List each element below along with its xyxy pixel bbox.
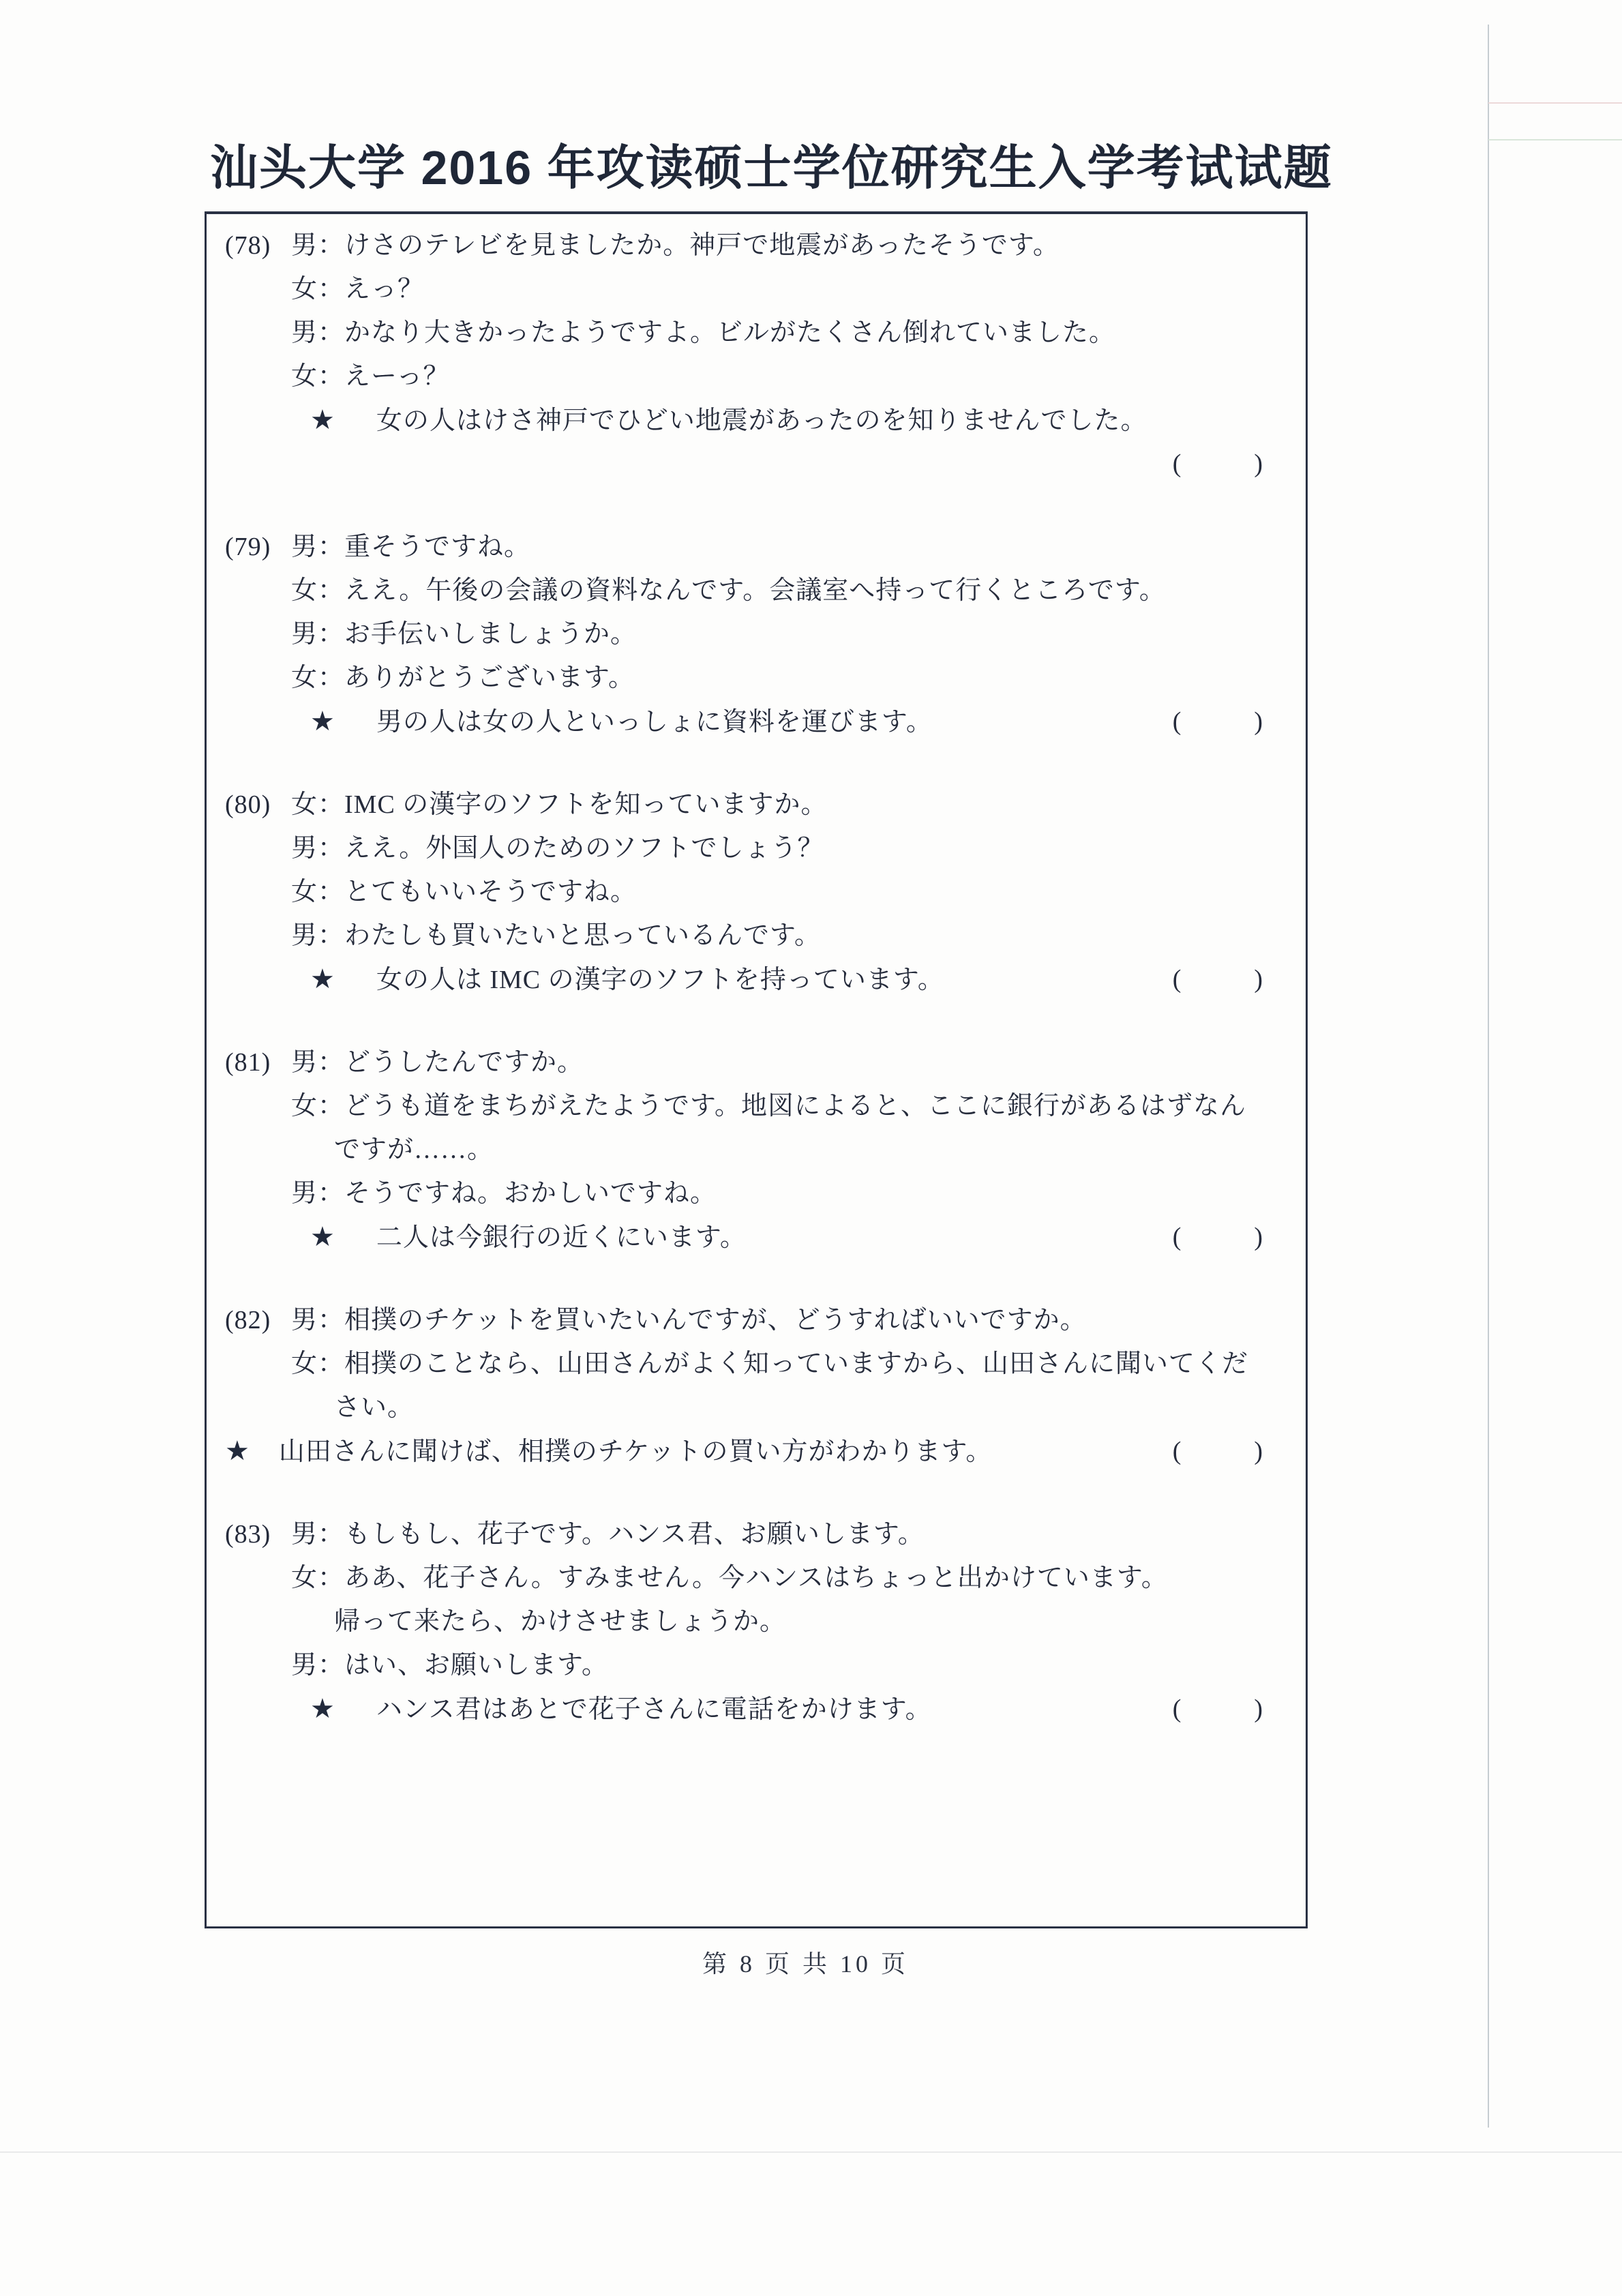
dialog-line (225, 1342, 1306, 1386)
star-icon: ★ (310, 706, 335, 736)
question-number: (82) (225, 1306, 271, 1335)
paren-open: ( (1172, 1695, 1182, 1723)
question-number: (83) (225, 1520, 271, 1549)
statement-text: 女の人は IMC の漢字のソフトを持っています。 (376, 966, 944, 994)
paren-open: ( (1172, 449, 1182, 478)
question-number: (79) (225, 533, 271, 561)
statement-text: 二人は今銀行の近くにいます。 (376, 1223, 747, 1252)
statement-line (225, 700, 1306, 743)
answer-parens (1173, 1215, 1263, 1259)
speaker-label: 男： (291, 921, 345, 950)
dialog-text: どうしたんですか。 (344, 1048, 584, 1077)
statement-text: 男の人は女の人といっしょに資料を運びます。 (376, 708, 933, 736)
speaker-label: 男： (291, 231, 345, 260)
speaker-label: 男： (291, 1179, 345, 1208)
statement-line (225, 957, 1306, 1001)
paren-open: ( (1172, 965, 1182, 994)
scan-artifact-line-1 (1488, 102, 1622, 104)
dialog-text: えっ？ (344, 275, 425, 303)
star-icon: ★ (310, 1221, 335, 1252)
answer-parens (1173, 700, 1263, 743)
star-icon: ★ (225, 1435, 250, 1466)
dialog-text: わたしも買いたいと思っているんです。 (344, 921, 821, 950)
statement-text: ハンス君はあとで花子さんに電話をかけます。 (376, 1695, 932, 1724)
speaker-label: 女： (291, 790, 345, 819)
dialog-line (225, 1041, 1306, 1084)
paren-close: ) (1254, 1223, 1263, 1251)
dialog-text: ありがとうございます。 (344, 664, 635, 692)
page-footer: 第 8 页 共 10 页 (702, 1950, 910, 1978)
speaker-label: 男： (291, 1306, 345, 1335)
scan-edge-bottom-line (0, 2151, 1622, 2153)
question-block (225, 224, 1306, 486)
question-number: (80) (225, 790, 271, 819)
speaker-label: 男： (291, 1048, 345, 1077)
dialog-text: けさのテレビを見ましたか。神戸で地震があったそうです。 (344, 231, 1060, 260)
exam-title: 汕头大学 2016 年攻读硕士学位研究生入学考试试题 (210, 141, 1333, 194)
speaker-label: 女： (291, 1350, 345, 1378)
paren-close: ) (1254, 449, 1263, 478)
speaker-label: 女： (291, 878, 345, 906)
paren-close: ) (1254, 1695, 1263, 1723)
dialog-text: とてもいいそうですね。 (344, 878, 637, 906)
question-block (225, 1512, 1306, 1731)
dialog-line (225, 311, 1306, 355)
question-box (205, 211, 1308, 1928)
dialog-line (225, 525, 1306, 569)
dialog-line (225, 1512, 1306, 1556)
star-icon: ★ (310, 1693, 335, 1724)
speaker-label: 男： (291, 1520, 345, 1549)
speaker-label: 男： (291, 533, 345, 561)
dialog-text: さい。 (334, 1393, 415, 1422)
statement-line (225, 1215, 1306, 1259)
dialog-continuation-line (225, 1386, 1306, 1429)
paren-close: ) (1254, 1437, 1263, 1465)
answer-parens (1173, 442, 1263, 486)
speaker-label: 男： (291, 318, 345, 347)
dialog-continuation-line (225, 1600, 1306, 1643)
paren-open: ( (1172, 1223, 1182, 1251)
speaker-label: 女： (291, 275, 345, 303)
dialog-line (225, 1556, 1306, 1600)
speaker-label: 女： (291, 362, 345, 391)
dialog-text: 相撲のことなら、山田さんがよく知っていますから、山田さんに聞いてくだ (344, 1350, 1249, 1378)
dialog-text: かなり大きかったようですよ。ビルがたくさん倒れていました。 (344, 318, 1116, 347)
dialog-line (225, 656, 1306, 700)
dialog-text: ええ。外国人のためのソフトでしょう？ (344, 834, 824, 863)
dialog-text: そうですね。おかしいですね。 (344, 1179, 717, 1208)
dialog-text: はい、お願いします。 (344, 1651, 608, 1680)
question-block (225, 1298, 1306, 1473)
speaker-label: 女： (291, 1564, 345, 1592)
question-list (225, 224, 1306, 1731)
dialog-continuation-line (225, 1128, 1306, 1172)
question-number: (78) (225, 231, 271, 260)
paren-open: ( (1172, 1437, 1182, 1465)
paren-close: ) (1254, 707, 1263, 736)
dialog-text: どうも道をまちがえたようです。地図によると、ここに銀行があるはずなん (344, 1092, 1246, 1120)
star-icon: ★ (310, 404, 335, 435)
dialog-text: ええ。午後の会議の資料なんです。会議室へ持って行くところです。 (344, 576, 1166, 605)
star-icon: ★ (310, 964, 335, 994)
dialog-line (225, 826, 1306, 870)
dialog-text: IMC の漢字のソフトを知っていますか。 (344, 790, 828, 819)
answer-parens (1173, 1687, 1263, 1731)
dialog-line (225, 612, 1306, 656)
dialog-line (225, 1643, 1306, 1687)
question-number: (81) (225, 1048, 271, 1077)
dialog-line (225, 569, 1306, 612)
answer-parens (1173, 1429, 1263, 1473)
dialog-text: 相撲のチケットを買いたいんですが、どうすればいいですか。 (344, 1306, 1087, 1335)
dialog-text: お手伝いしましょうか。 (344, 620, 637, 648)
dialog-line (225, 870, 1306, 914)
speaker-label: 女： (291, 576, 345, 605)
statement-line (225, 1687, 1306, 1731)
dialog-line (225, 224, 1306, 267)
dialog-line (225, 1298, 1306, 1342)
answer-line (225, 442, 1306, 486)
statement-line (225, 1429, 1306, 1473)
dialog-line (225, 783, 1306, 826)
question-block (225, 1041, 1306, 1259)
statement-line (225, 398, 1306, 442)
speaker-label: 女： (291, 1092, 345, 1120)
dialog-line (225, 355, 1306, 398)
question-block (225, 783, 1306, 1001)
paren-close: ) (1254, 965, 1263, 994)
dialog-line (225, 1172, 1306, 1215)
dialog-text: ですが……。 (334, 1135, 494, 1164)
question-block (225, 525, 1306, 743)
scan-edge-vertical-line (1488, 25, 1489, 2128)
speaker-label: 男： (291, 620, 345, 648)
speaker-label: 男： (291, 834, 345, 863)
dialog-text: えーっ？ (344, 362, 450, 391)
answer-parens (1173, 957, 1263, 1001)
dialog-text: ああ、花子さん。すみません。今ハンスはちょっと出かけています。 (344, 1564, 1168, 1592)
dialog-line (225, 914, 1306, 957)
paren-open: ( (1172, 707, 1182, 736)
dialog-line (225, 267, 1306, 311)
statement-text: 女の人はけさ神戸でひどい地震があったのを知りませんでした。 (376, 406, 1147, 435)
dialog-text: 帰って来たら、かけさせましょうか。 (334, 1607, 787, 1636)
scan-artifact-line-2 (1488, 139, 1622, 140)
dialog-text: 重そうですね。 (344, 533, 531, 561)
dialog-text: もしもし、花子です。ハンス君、お願いします。 (344, 1520, 925, 1549)
statement-text: 山田さんに聞けば、相撲のチケットの買い方がわかります。 (278, 1437, 993, 1466)
speaker-label: 女： (291, 664, 345, 692)
dialog-line (225, 1084, 1306, 1128)
speaker-label: 男： (291, 1651, 345, 1680)
